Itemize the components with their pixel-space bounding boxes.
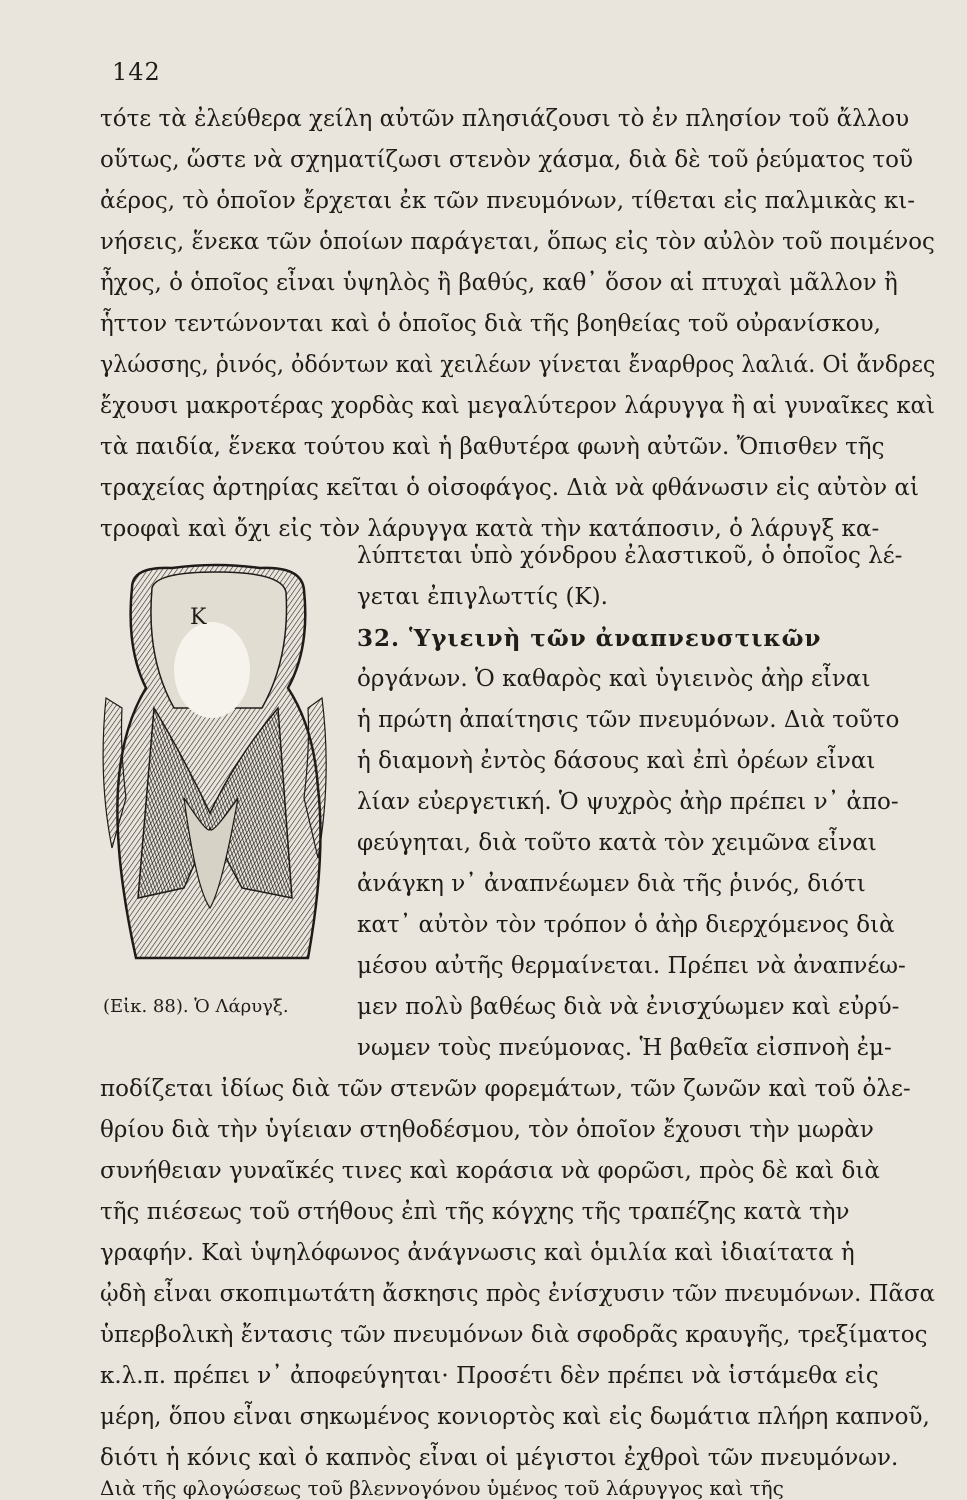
text-line: συνήθειαν γυναῖκές τινες καὶ κοράσια νὰ φορῶσι, πρὸς δὲ καὶ διὰ [100,1158,880,1184]
text-line: μέρη, ὅπου εἶναι σηκωμένος κονιορτὸς καὶ εἰς δωμάτια πλήρη καπνοῦ, [100,1404,930,1430]
text-line: νωμεν τοὺς πνεύμονας. Ἡ βαθεῖα εἰσπνοὴ ἐμ- [357,1035,892,1061]
text-line: θρίου διὰ τὴν ὑγίειαν στηθοδέσμου, τὸν ὁποῖον ἔχουσι τὴν μωρὰν [100,1117,874,1143]
text-line: μέσου αὐτῆς θερμαίνεται. Πρέπει νὰ ἀναπνέω- [357,953,906,979]
page-number: 142 [112,58,161,86]
text-line: ἔχουσι μακροτέρας χορδὰς καὶ μεγαλύτερον λάρυγγα ἢ αἱ γυναῖκες καὶ [100,393,935,419]
text-line: ἦχος, ὁ ὁποῖος εἶναι ὑψηλὸς ἢ βαθύς, καθ᾽ ὅσον αἱ πτυχαὶ μᾶλλον ἢ [100,270,898,296]
text-line: τῆς πιέσεως τοῦ στήθους ἐπὶ τῆς κόγχης τῆς τραπέζης κατὰ τὴν [100,1199,850,1225]
section-heading: 32. Ὑγιεινὴ τῶν ἀναπνευστικῶν [357,625,822,652]
figure-caption: (Εἰκ. 88). Ὁ Λάρυγξ. [103,996,289,1017]
text-line: λύπτεται ὑπὸ χόνδρου ἐλαστικοῦ, ὁ ὁποῖος λέ- [357,543,903,569]
text-line: ἀνάγκη ν᾽ ἀναπνέωμεν διὰ τῆς ῥινός, διότι [357,871,866,897]
text-line: ἀέρος, τὸ ὁποῖον ἔρχεται ἐκ τῶν πνευμόνων, τίθεται εἰς παλμικὰς κι- [100,188,916,214]
larynx-figure [92,558,340,978]
text-line: Διὰ τῆς φλογώσεως τοῦ βλεννογόνου ὑμένος τοῦ λάρυγγος καὶ τῆς [100,1476,784,1500]
text-line: γλώσσης, ῥινός, ὀδόντων καὶ χειλέων γίνεται ἔναρθρος λαλιά. Οἱ ἄνδρες [100,352,936,378]
text-line: ἧττον τεντώνονται καὶ ὁ ὁποῖος διὰ τῆς βοηθείας τοῦ οὐρανίσκου, [100,311,881,337]
text-line: διότι ἡ κόνις καὶ ὁ καπνὸς εἶναι οἱ μέγιστοι ἐχθροὶ τῶν πνευμόνων. [100,1445,899,1471]
text-line: μεν πολὺ βαθέως διὰ νὰ ἐνισχύωμεν καὶ εὐρύ- [357,994,900,1020]
text-line: κ.λ.π. πρέπει ν᾽ ἀποφεύγηται· Προσέτι δὲν πρέπει νὰ ἱστάμεθα εἰς [100,1363,879,1389]
text-line: ὑπερβολικὴ ἔντασις τῶν πνευμόνων διὰ σφοδρᾶς κραυγῆς, τρεξίματος [100,1322,928,1348]
larynx-illustration-icon [92,558,340,978]
text-line: λίαν εὐεργετική. Ὁ ψυχρὸς ἀὴρ πρέπει ν᾽ ἀπο- [357,789,899,815]
text-line: τὰ παιδία, ἕνεκα τούτου καὶ ἡ βαθυτέρα φωνὴ αὐτῶν. Ὄπισθεν τῆς [100,434,885,460]
text-line: φεύγηται, διὰ τοῦτο κατὰ τὸν χειμῶνα εἶναι [357,830,877,856]
text-line: οὕτως, ὥστε νὰ σχηματίζωσι στενὸν χάσμα, διὰ δὲ τοῦ ῥεύματος τοῦ [100,147,913,173]
text-line: τραχείας ἀρτηρίας κεῖται ὁ οἰσοφάγος. Διὰ νὰ φθάνωσιν εἰς αὐτὸν αἱ [100,475,919,501]
text-line: τότε τὰ ἐλεύθερα χείλη αὐτῶν πλησιάζουσι τὸ ἐν πλησίον τοῦ ἄλλου [100,106,910,132]
text-line: τροφαὶ καὶ ὄχι εἰς τὸν λάρυγγα κατὰ τὴν κατάποσιν, ὁ λάρυγξ κα- [100,516,880,542]
text-line: κατ᾽ αὐτὸν τὸν τρόπον ὁ ἀὴρ διερχόμενος διὰ [357,912,895,938]
figure-label-k: K [190,605,207,630]
text-line: ἡ διαμονὴ ἐντὸς δάσους καὶ ἐπὶ ὀρέων εἶναι [357,748,876,774]
text-line: νήσεις, ἕνεκα τῶν ὁποίων παράγεται, ὅπως εἰς τὸν αὐλὸν τοῦ ποιμένος [100,229,935,255]
text-line: ᾠδὴ εἶναι σκοπιμωτάτη ἄσκησις πρὸς ἐνίσχυσιν τῶν πνευμόνων. Πᾶσα [100,1281,935,1307]
text-line: ποδίζεται ἰδίως διὰ τῶν στενῶν φορεμάτων, τῶν ζωνῶν καὶ τοῦ ὀλε- [100,1076,911,1102]
text-line: γραφήν. Καὶ ὑψηλόφωνος ἀνάγνωσις καὶ ὁμιλία καὶ ἰδιαίτατα ἡ [100,1240,855,1266]
text-line: ὀργάνων. Ὁ καθαρὸς καὶ ὑγιεινὸς ἀὴρ εἶναι [357,666,871,692]
text-line: γεται ἐπιγλωττίς (Κ). [357,584,608,610]
text-line: ἡ πρώτη ἀπαίτησις τῶν πνευμόνων. Διὰ τοῦτο [357,707,900,733]
